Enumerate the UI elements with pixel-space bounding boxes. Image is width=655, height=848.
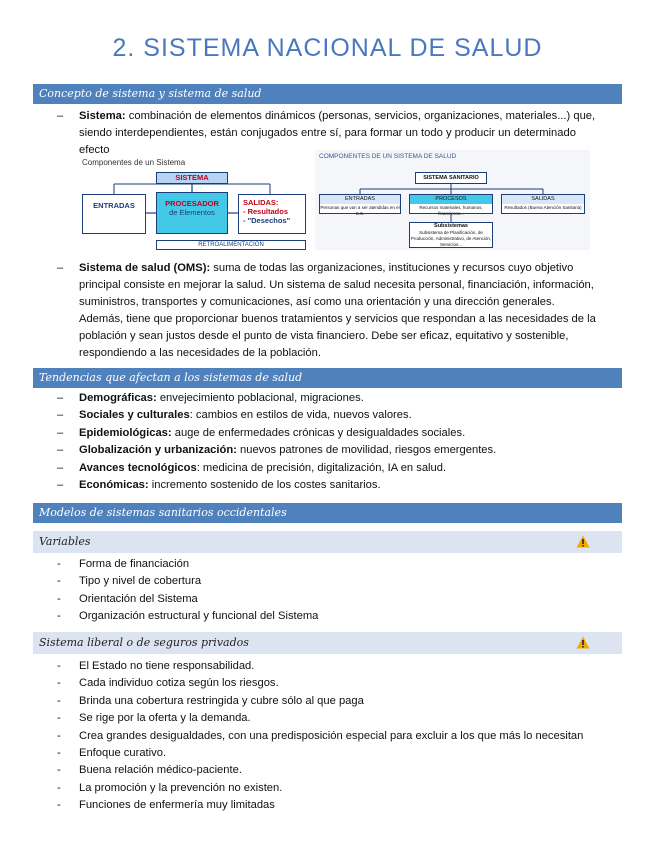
list-item-term: Demográficas: [79,392,157,404]
diagram-caption: Componentes de un Sistema [82,158,186,167]
term-sistema-salud: Sistema de salud (OMS): [79,262,211,274]
list-item-text: Se rige por la oferta y la demanda. [79,712,251,725]
subsection-heading-variables [33,531,622,553]
list-item-term: Sociales y culturales [79,409,190,422]
definition-text: efecto [79,144,110,156]
bullet-marker: - [57,747,61,759]
definition-text: población y sean justos desde el punto de vista financiero. Debe ser eficaz, equitativo y sostenible, [79,330,569,342]
diagram-label: ENTRADAS [93,201,135,210]
list-item-text: La promoción y la prevención no existen. [79,781,283,794]
diagram-box-salidas [501,194,585,214]
list-item-text: : medicina de precisión, digitalización, IA en salud. [196,461,447,474]
bullet-marker: - [57,799,61,812]
section-heading-tendencias: Tendencias que afectan a los sistemas de salud [33,368,622,388]
list-item-term: Económicas: [79,479,149,491]
list-item-text: Funciones de enfermería muy limitadas [79,799,275,812]
bullet-marker: - [57,781,61,794]
list-item-text: Brinda una cobertura restringida y cubre sólo al que paga [79,694,364,707]
diagram-box-entradas [82,194,146,234]
diagram-box-sistema: SISTEMA [156,172,228,184]
list-item-text: Forma de financiación [79,558,190,570]
definition-text: suma de todas las organizaciones, instituciones y recursos cuyo objetivo [210,262,574,274]
bullet-marker: - [57,712,61,725]
diagram-box-subsistemas [409,222,493,248]
diagram-label: Subsistema de Planificación, de Producción, Administrativo, de Atención, Servicios... [410,230,492,247]
diagram-label: - Resultados [243,207,289,216]
bullet-marker: - [57,592,61,605]
section-heading-concepto: Concepto de sistema y sistema de salud [33,84,622,104]
bullet-marker: - [57,729,61,742]
diagram-label: ENTRADAS [320,195,400,204]
diagram-box-sistema-sanitario: SISTEMA SANITARIO [415,172,487,184]
page-title: 2. SISTEMA NACIONAL DE SALUD [112,34,543,62]
dash-marker: – [57,409,64,422]
definition-text: Además, tiene que proporcionar buenos tratamientos y servicios que respondan a las necesidades de la [79,313,596,325]
definition-text: principal consiste en mejorar la salud. Un sistema de salud necesita personal, financiación, información, [79,279,594,291]
list-item-text: Cada individuo cotiza según los riesgos. [79,677,279,690]
diagram-label: Recursos materiales, humanos, financieros... [419,205,483,216]
bullet-marker: - [57,660,61,672]
diagram-label: Resultados (Buena Atención Sanitaria) [504,205,582,210]
list-item-text: envejecimiento poblacional, migraciones. [156,392,364,404]
bullet-marker: - [57,677,61,690]
bullet-marker: - [57,558,61,570]
diagram-label: Personas que van a ser atendidas en el S.S. [320,205,400,216]
list-item-text: El Estado no tiene responsabilidad. [79,660,255,672]
list-item-text: Orientación del Sistema [79,592,198,605]
warning-icon [576,636,590,649]
list-item-text: nuevos patrones de movilidad, riesgos emergentes. [236,444,497,457]
diagram-caption: COMPONENTES DE UN SISTEMA DE SALUD [319,153,457,160]
diagram-components-system [80,158,310,250]
diagram-health-system [315,150,590,250]
definition-text: respondiendo a las necesidades de la población. [79,347,321,359]
list-item-text: Organización estructural y funcional del Sistema [79,610,319,623]
dash-marker: – [57,110,64,122]
dash-marker: – [57,262,64,274]
bullet-marker: - [57,764,61,777]
diagram-box-procesos [409,194,493,214]
diagram-box-retro: RETROALIMENTACIÓN [156,240,306,250]
definition-text: siendo interdependientes, están conjugados entre sí, para formar un todo y producir un determinado [79,127,576,139]
list-item-term: Globalización y urbanización: [79,444,237,457]
subsection-title: Variables [39,535,91,548]
list-item-text: auge de enfermedades crónicas y desigualdades sociales. [171,426,466,439]
diagram-label: SALIDAS: [243,198,279,207]
term-sistema: Sistema: [79,110,126,122]
bullet-marker: - [57,694,61,707]
diagram-box-salidas [238,194,306,234]
list-item-text: incremento sostenido de los costes sanitarios. [148,479,381,491]
list-item-text: : cambios en estilos de vida, nuevos valores. [189,409,412,422]
subsection-title: Sistema liberal o de seguros privados [39,636,249,649]
diagram-label: Subsistemas [434,223,468,229]
bullet-marker: - [57,610,61,623]
diagram-label: - "Desechos" [243,216,291,225]
subsection-heading-liberal [33,632,622,654]
definition-text: combinación de elementos dinámicos (personas, servicios, organizaciones, materiales...) que, [125,110,596,122]
dash-marker: – [57,426,64,439]
list-item-term: Epidemiológicas: [79,426,172,439]
dash-marker: – [57,444,64,457]
diagram-box-procesador [156,192,228,234]
definition-text: suministros, transportes y comunicaciones, así como una orientación y una dirección generales. [79,296,555,308]
diagram-label: PROCESADOR [165,199,219,208]
list-item-text: Tipo y nivel de cobertura [79,575,202,588]
diagram-label: SALIDAS [502,195,584,204]
dash-marker: – [57,392,64,404]
section-heading-modelos: Modelos de sistemas sanitarios occidentales [33,503,622,523]
diagram-label: de Elementos [169,208,215,217]
dash-marker: – [57,461,64,474]
list-item-text: Crea grandes desigualdades, con una predisposición especial para excluir a los que más lo necesitan [79,729,584,742]
list-item-text: Buena relación médico-paciente. [79,764,242,777]
warning-icon [576,535,590,548]
list-item-term: Avances tecnológicos [79,461,197,474]
diagram-label: PROCESOS [410,195,492,204]
diagram-box-entradas [319,194,401,214]
list-item-text: Enfoque curativo. [79,747,167,759]
dash-marker: – [57,479,64,491]
bullet-marker: - [57,575,61,588]
